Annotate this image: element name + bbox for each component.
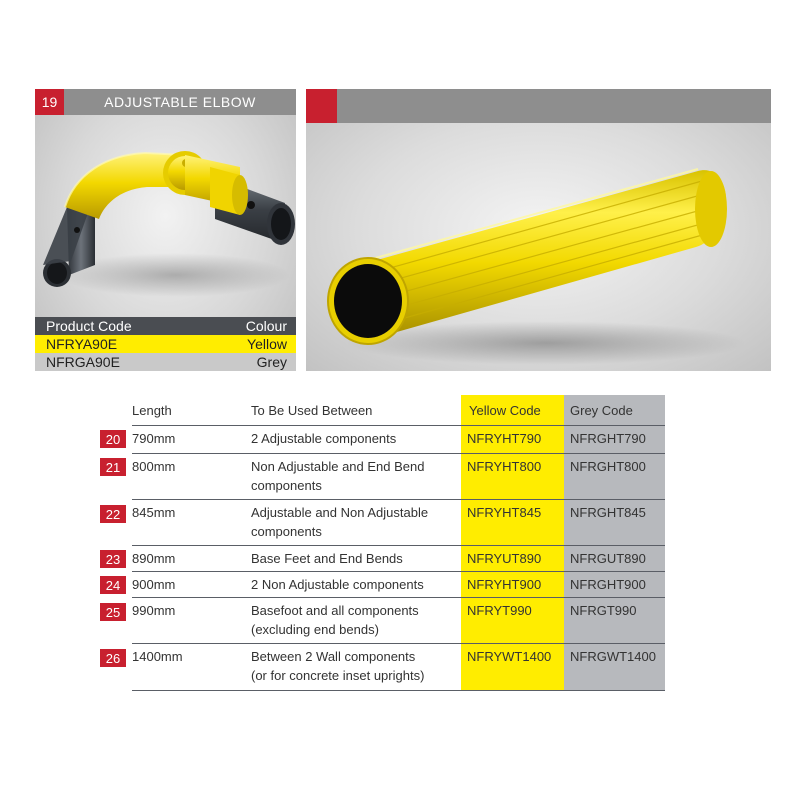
length-header: Length	[132, 403, 172, 418]
use-cell	[251, 575, 461, 594]
use-line: Basefoot and all components	[251, 603, 419, 618]
use-cell	[251, 503, 461, 541]
grey-code-cell: NFRGUT890	[570, 551, 646, 566]
row-number-badge: 25	[100, 603, 126, 621]
use-header: To Be Used Between	[251, 403, 373, 418]
use-line: (or for concrete inset uprights)	[251, 668, 425, 683]
grey-code-cell: NFRGWT1400	[570, 649, 656, 664]
product-colour: Yellow	[247, 336, 287, 352]
row-divider	[132, 571, 665, 572]
grey-code-cell: NFRGHT900	[570, 577, 646, 592]
yellow-code-header: Yellow Code	[469, 403, 541, 418]
row-number-badge: 22	[100, 505, 126, 523]
product-panel-tube	[306, 89, 771, 371]
item-number-badge: 19	[35, 89, 64, 115]
row-number-badge: 20	[100, 430, 126, 448]
row-number-badge: 21	[100, 458, 126, 476]
product-colour: Grey	[256, 354, 287, 370]
length-cell: 900mm	[132, 577, 176, 592]
grey-code-cell: NFRGT990	[570, 603, 637, 618]
use-line: Base Feet and End Bends	[251, 551, 403, 566]
use-line: Adjustable and Non Adjustable	[251, 505, 429, 520]
product-code: NFRYA90E	[46, 336, 118, 352]
length-cell: 800mm	[132, 459, 176, 474]
use-line: 2 Non Adjustable components	[251, 577, 424, 592]
use-line: Between 2 Wall components	[251, 649, 416, 664]
product-code-header: Product Code	[46, 318, 132, 334]
product-code: NFRGA90E	[46, 354, 120, 370]
yellow-code-cell: NFRYWT1400	[467, 649, 552, 664]
row-divider	[132, 425, 665, 426]
length-cell: 845mm	[132, 505, 176, 520]
yellow-code-cell: NFRYHT800	[467, 459, 542, 474]
row-divider	[132, 545, 665, 546]
row-divider	[132, 690, 665, 691]
use-line: Non Adjustable and End Bend	[251, 459, 425, 474]
use-line: (excluding end bends)	[251, 622, 379, 637]
use-cell	[251, 549, 461, 568]
yellow-tube-image	[306, 123, 771, 371]
yellow-code-cell: NFRYHT790	[467, 431, 542, 446]
use-cell	[251, 457, 461, 495]
yellow-code-cell: NFRYUT890	[467, 551, 542, 566]
row-number-badge: 23	[100, 550, 126, 568]
code-table-header	[35, 317, 296, 335]
length-cell: 1400mm	[132, 649, 183, 664]
use-cell	[251, 601, 461, 639]
code-row-grey	[35, 353, 296, 371]
yellow-code-cell: NFRYHT900	[467, 577, 542, 592]
panel-header	[35, 89, 296, 115]
product-panel-adjustable-elbow	[35, 89, 296, 371]
yellow-code-cell: NFRYT990	[467, 603, 532, 618]
use-cell	[251, 429, 461, 448]
row-divider	[132, 499, 665, 500]
grey-code-header: Grey Code	[570, 403, 633, 418]
yellow-code-cell: NFRYHT845	[467, 505, 542, 520]
use-line: 2 Adjustable components	[251, 431, 397, 446]
panel-header	[306, 89, 771, 123]
use-line: components	[251, 524, 322, 539]
panel-header-accent	[306, 89, 337, 123]
use-cell	[251, 647, 461, 685]
row-number-badge: 26	[100, 649, 126, 667]
code-row-yellow	[35, 335, 296, 353]
row-divider	[132, 643, 665, 644]
colour-header: Colour	[245, 318, 287, 334]
length-cell: 990mm	[132, 603, 176, 618]
row-divider	[132, 597, 665, 598]
adjustable-elbow-image	[35, 115, 296, 317]
length-cell: 890mm	[132, 551, 176, 566]
grey-code-cell: NFRGHT790	[570, 431, 646, 446]
product-title: ADJUSTABLE ELBOW	[104, 94, 256, 110]
use-line: components	[251, 478, 322, 493]
grey-code-cell: NFRGHT800	[570, 459, 646, 474]
grey-code-cell: NFRGHT845	[570, 505, 646, 520]
row-number-badge: 24	[100, 576, 126, 594]
length-cell: 790mm	[132, 431, 176, 446]
row-divider	[132, 453, 665, 454]
product-code-table	[35, 317, 296, 371]
